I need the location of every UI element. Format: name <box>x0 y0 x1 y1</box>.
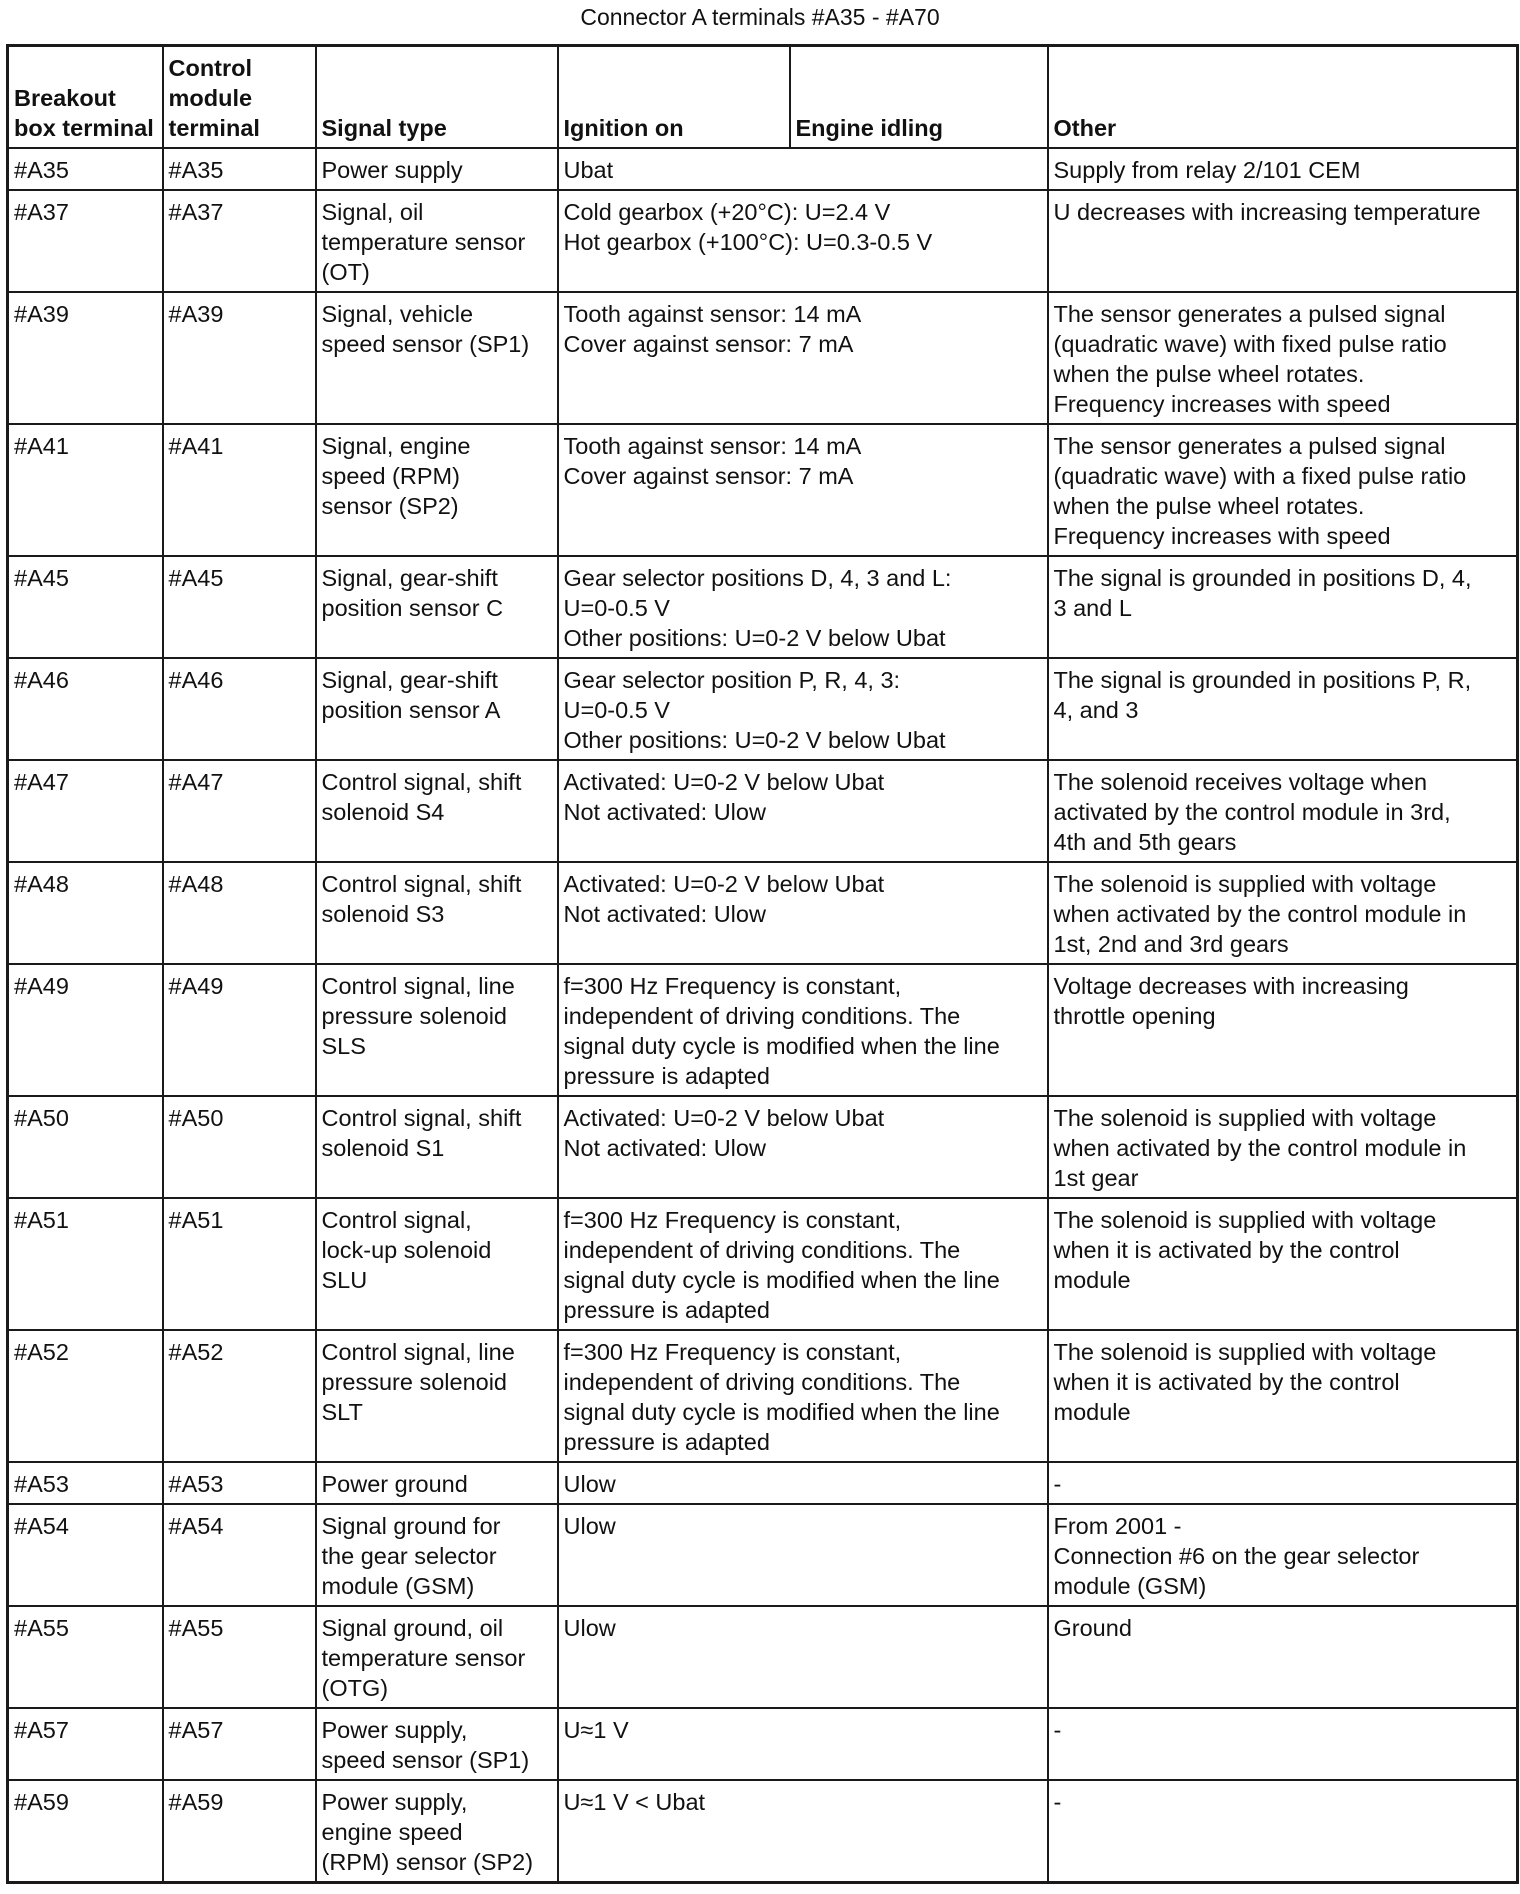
measurement-cell: U≈1 V <box>558 1708 1048 1780</box>
control-module-terminal-cell: #A39 <box>163 292 316 424</box>
control-module-terminal-cell: #A45 <box>163 556 316 658</box>
other-cell: The sensor generates a pulsed signal (quadratic wave) with fixed pulse ratio when the pulse wheel rotates. Frequency increases with speed <box>1048 292 1518 424</box>
table-row <box>8 148 1518 190</box>
other-cell: The solenoid receives voltage when activated by the control module in 3rd, 4th and 5th gears <box>1048 760 1518 862</box>
other-cell: From 2001 - Connection #6 on the gear selector module (GSM) <box>1048 1504 1518 1606</box>
control-module-terminal-cell: #A48 <box>163 862 316 964</box>
table-row <box>8 1198 1518 1330</box>
measurement-cell: Tooth against sensor: 14 mA Cover against sensor: 7 mA <box>558 292 1048 424</box>
signal-type-cell: Power ground <box>316 1462 558 1504</box>
measurement-cell: f=300 Hz Frequency is constant, independent of driving conditions. The signal duty cycle is modified when the line pressure is adapted <box>558 1330 1048 1462</box>
signal-type-cell: Control signal, shift solenoid S3 <box>316 862 558 964</box>
signal-type-cell: Signal, engine speed (RPM) sensor (SP2) <box>316 424 558 556</box>
other-cell: Supply from relay 2/101 CEM <box>1048 148 1518 190</box>
measurement-cell: Ulow <box>558 1606 1048 1708</box>
measurement-cell: U≈1 V < Ubat <box>558 1780 1048 1883</box>
signal-type-cell: Signal ground for the gear selector module (GSM) <box>316 1504 558 1606</box>
measurement-cell: Activated: U=0-2 V below Ubat Not activated: Ulow <box>558 1096 1048 1198</box>
control-module-terminal-cell: #A37 <box>163 190 316 292</box>
header-other: Other <box>1048 46 1518 149</box>
table-row <box>8 862 1518 964</box>
breakout-terminal-cell: #A59 <box>8 1780 163 1883</box>
breakout-terminal-cell: #A46 <box>8 658 163 760</box>
breakout-terminal-cell: #A52 <box>8 1330 163 1462</box>
breakout-terminal-cell: #A47 <box>8 760 163 862</box>
other-cell: Voltage decreases with increasing throttle opening <box>1048 964 1518 1096</box>
other-cell: - <box>1048 1780 1518 1883</box>
terminal-table <box>6 44 1519 1884</box>
header-breakout-terminal: Breakout box terminal <box>8 46 163 149</box>
other-cell: Ground <box>1048 1606 1518 1708</box>
other-cell: The sensor generates a pulsed signal (quadratic wave) with a fixed pulse ratio when the pulse wheel rotates. Frequency increases with speed <box>1048 424 1518 556</box>
table-row <box>8 1504 1518 1606</box>
other-cell: The solenoid is supplied with voltage when it is activated by the control module <box>1048 1198 1518 1330</box>
signal-type-cell: Power supply, speed sensor (SP1) <box>316 1708 558 1780</box>
page-title: Connector A terminals #A35 - #A70 <box>580 4 940 30</box>
measurement-cell: Ulow <box>558 1462 1048 1504</box>
control-module-terminal-cell: #A54 <box>163 1504 316 1606</box>
signal-type-cell: Power supply, engine speed (RPM) sensor (SP2) <box>316 1780 558 1883</box>
table-body <box>8 148 1518 1883</box>
other-cell: The solenoid is supplied with voltage when activated by the control module in 1st, 2nd and 3rd gears <box>1048 862 1518 964</box>
table-row <box>8 292 1518 424</box>
table-row <box>8 964 1518 1096</box>
other-cell: The signal is grounded in positions P, R, 4, and 3 <box>1048 658 1518 760</box>
measurement-cell: Cold gearbox (+20°C): U=2.4 V Hot gearbox (+100°C): U=0.3-0.5 V <box>558 190 1048 292</box>
other-cell: - <box>1048 1462 1518 1504</box>
measurement-cell: Ubat <box>558 148 1048 190</box>
other-cell: The solenoid is supplied with voltage when activated by the control module in 1st gear <box>1048 1096 1518 1198</box>
control-module-terminal-cell: #A57 <box>163 1708 316 1780</box>
measurement-cell: f=300 Hz Frequency is constant, independent of driving conditions. The signal duty cycle is modified when the line pressure is adapted <box>558 1198 1048 1330</box>
measurement-cell: Tooth against sensor: 14 mA Cover against sensor: 7 mA <box>558 424 1048 556</box>
table-row <box>8 556 1518 658</box>
control-module-terminal-cell: #A59 <box>163 1780 316 1883</box>
header-signal-type: Signal type <box>316 46 558 149</box>
breakout-terminal-cell: #A39 <box>8 292 163 424</box>
other-cell: The signal is grounded in positions D, 4, 3 and L <box>1048 556 1518 658</box>
signal-type-cell: Signal, gear-shift position sensor C <box>316 556 558 658</box>
signal-type-cell: Power supply <box>316 148 558 190</box>
table-row <box>8 1606 1518 1708</box>
signal-type-cell: Control signal, shift solenoid S1 <box>316 1096 558 1198</box>
measurement-cell: Ulow <box>558 1504 1048 1606</box>
breakout-terminal-cell: #A50 <box>8 1096 163 1198</box>
breakout-terminal-cell: #A35 <box>8 148 163 190</box>
other-cell: U decreases with increasing temperature <box>1048 190 1518 292</box>
breakout-terminal-cell: #A49 <box>8 964 163 1096</box>
control-module-terminal-cell: #A47 <box>163 760 316 862</box>
table-row <box>8 424 1518 556</box>
table-row <box>8 1708 1518 1780</box>
breakout-terminal-cell: #A57 <box>8 1708 163 1780</box>
table-row <box>8 1780 1518 1883</box>
other-cell: The solenoid is supplied with voltage when it is activated by the control module <box>1048 1330 1518 1462</box>
control-module-terminal-cell: #A49 <box>163 964 316 1096</box>
breakout-terminal-cell: #A53 <box>8 1462 163 1504</box>
table-row <box>8 1096 1518 1198</box>
signal-type-cell: Control signal, line pressure solenoid SLT <box>316 1330 558 1462</box>
signal-type-cell: Control signal, shift solenoid S4 <box>316 760 558 862</box>
control-module-terminal-cell: #A46 <box>163 658 316 760</box>
other-cell: - <box>1048 1708 1518 1780</box>
table-row <box>8 190 1518 292</box>
measurement-cell: Activated: U=0-2 V below Ubat Not activated: Ulow <box>558 862 1048 964</box>
breakout-terminal-cell: #A54 <box>8 1504 163 1606</box>
breakout-terminal-cell: #A41 <box>8 424 163 556</box>
measurement-cell: Gear selector position P, R, 4, 3: U=0-0.5 V Other positions: U=0-2 V below Ubat <box>558 658 1048 760</box>
breakout-terminal-cell: #A48 <box>8 862 163 964</box>
breakout-terminal-cell: #A51 <box>8 1198 163 1330</box>
table-row <box>8 658 1518 760</box>
table-row <box>8 1330 1518 1462</box>
signal-type-cell: Signal, vehicle speed sensor (SP1) <box>316 292 558 424</box>
header-control-module-terminal: Control module terminal <box>163 46 316 149</box>
control-module-terminal-cell: #A41 <box>163 424 316 556</box>
control-module-terminal-cell: #A35 <box>163 148 316 190</box>
signal-type-cell: Signal ground, oil temperature sensor (OTG) <box>316 1606 558 1708</box>
measurement-cell: f=300 Hz Frequency is constant, independent of driving conditions. The signal duty cycle is modified when the line pressure is adapted <box>558 964 1048 1096</box>
control-module-terminal-cell: #A53 <box>163 1462 316 1504</box>
measurement-cell: Activated: U=0-2 V below Ubat Not activated: Ulow <box>558 760 1048 862</box>
breakout-terminal-cell: #A37 <box>8 190 163 292</box>
control-module-terminal-cell: #A52 <box>163 1330 316 1462</box>
control-module-terminal-cell: #A50 <box>163 1096 316 1198</box>
control-module-terminal-cell: #A55 <box>163 1606 316 1708</box>
signal-type-cell: Control signal, lock-up solenoid SLU <box>316 1198 558 1330</box>
header-engine-idling: Engine idling <box>790 46 1048 149</box>
control-module-terminal-cell: #A51 <box>163 1198 316 1330</box>
breakout-terminal-cell: #A55 <box>8 1606 163 1708</box>
signal-type-cell: Control signal, line pressure solenoid SLS <box>316 964 558 1096</box>
header-row <box>8 46 1518 149</box>
table-row <box>8 760 1518 862</box>
signal-type-cell: Signal, gear-shift position sensor A <box>316 658 558 760</box>
breakout-terminal-cell: #A45 <box>8 556 163 658</box>
measurement-cell: Gear selector positions D, 4, 3 and L: U=0-0.5 V Other positions: U=0-2 V below Ubat <box>558 556 1048 658</box>
table-row <box>8 1462 1518 1504</box>
header-ignition-on: Ignition on <box>558 46 790 149</box>
signal-type-cell: Signal, oil temperature sensor (OT) <box>316 190 558 292</box>
